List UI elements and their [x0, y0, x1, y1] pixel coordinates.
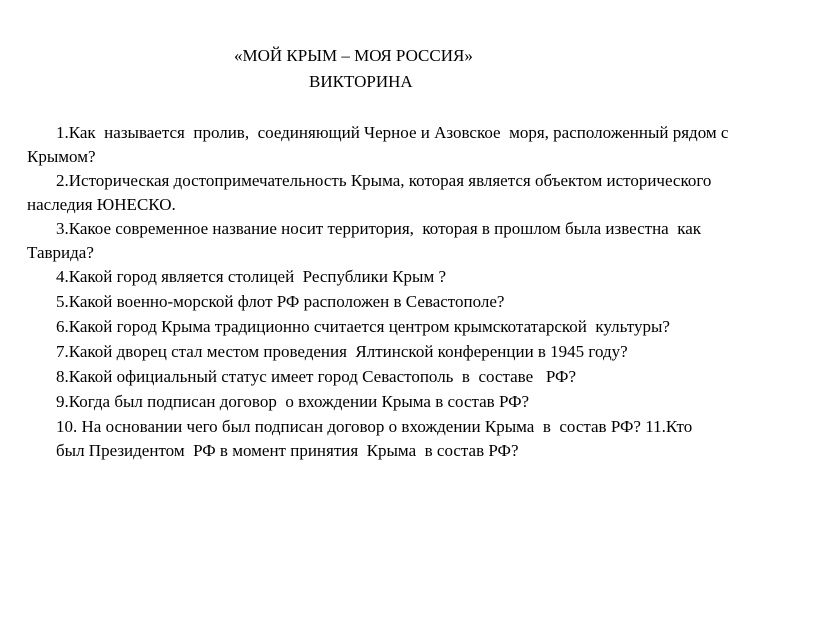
question-3-line-1: 3.Какое современное название носит территория, которая в прошлом была известна как — [56, 219, 702, 238]
question-2-line-2: наследия ЮНЕСКО. — [27, 195, 176, 214]
question-1-line-1: 1.Как называется пролив, соединяющий Черное и Азовское моря, расположенный рядом с — [56, 123, 729, 142]
question-7: 7.Какой дворец стал местом проведения Ялтинской конференции в 1945 году? — [56, 342, 628, 361]
question-9: 9.Когда был подписан договор о вхождении Крыма в состав РФ? — [56, 392, 530, 411]
question-10-line-2: был Президентом РФ в момент принятия Крыма в состав РФ? — [56, 441, 519, 460]
document-subtitle: ВИКТОРИНА — [309, 72, 413, 91]
document-title: «МОЙ КРЫМ – МОЯ РОССИЯ» — [234, 46, 473, 65]
question-6: 6.Какой город Крыма традиционно считается центром крымскотатарской культуры? — [56, 317, 670, 336]
question-3-line-2: Таврида? — [27, 243, 94, 262]
question-1-line-2: Крымом? — [27, 147, 96, 166]
question-2-line-1: 2.Историческая достопримечательность Крыма, которая является объектом исторического — [56, 171, 712, 190]
question-5: 5.Какой военно-морской флот РФ расположен в Севастополе? — [56, 292, 505, 311]
question-10-line-1: 10. На основании чего был подписан договор о вхождении Крыма в состав РФ? 11.Кто — [56, 417, 693, 436]
question-8: 8.Какой официальный статус имеет город Севастополь в составе РФ? — [56, 367, 577, 386]
question-4: 4.Какой город является столицей Республики Крым ? — [56, 267, 447, 286]
